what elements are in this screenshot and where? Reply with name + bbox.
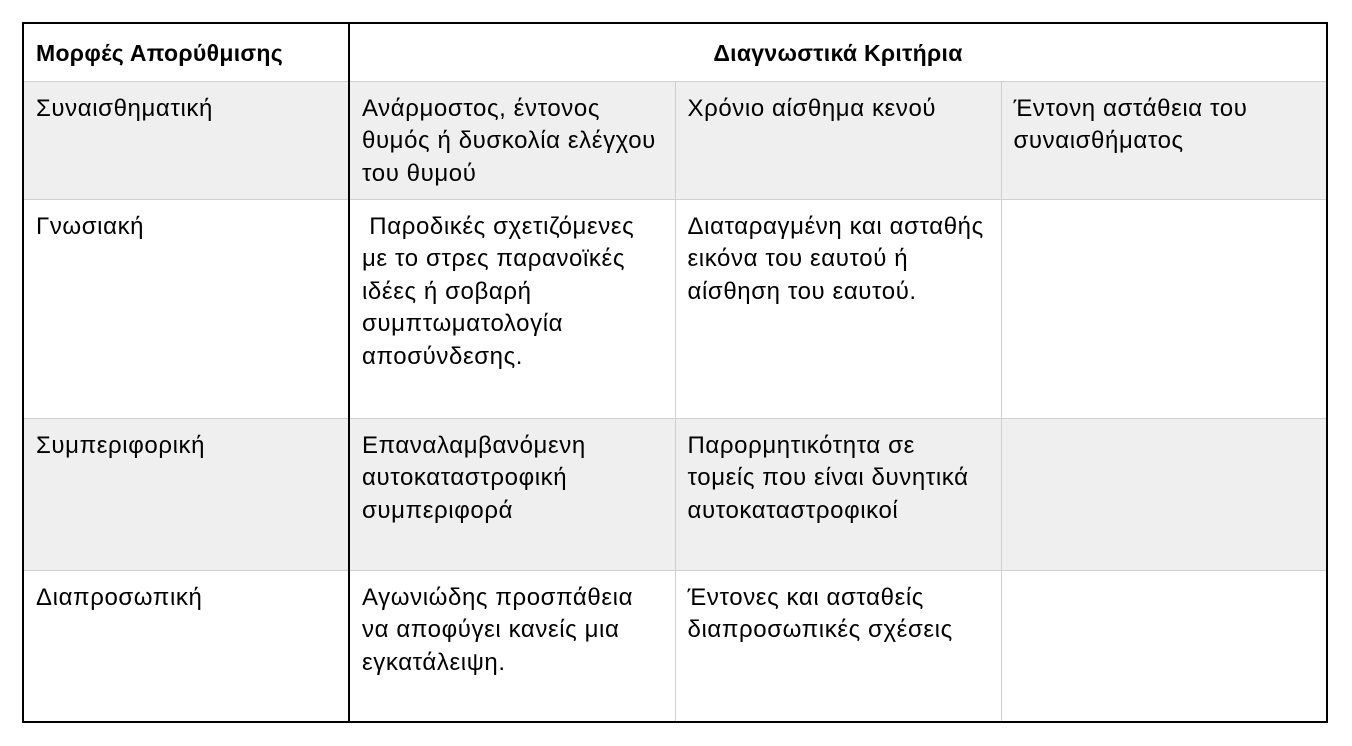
form-cell: Συμπεριφορική xyxy=(23,418,349,570)
form-cell: Συναισθηματική xyxy=(23,81,349,199)
table-row xyxy=(23,418,1327,570)
criterion-cell: Χρόνιο αίσθημα κενού xyxy=(675,81,1001,199)
header-diagnostic-criteria: Διαγνωστικά Κριτήρια xyxy=(349,23,1327,81)
form-cell: Γνωσιακή xyxy=(23,199,349,418)
criterion-cell: Επαναλαμβανόμενη αυτοκαταστροφική συμπεριφορά xyxy=(349,418,675,570)
form-cell: Διαπροσωπική xyxy=(23,570,349,722)
criterion-cell: Παρορμητικότητα σε τομείς που είναι δυνητικά αυτοκαταστροφικοί xyxy=(675,418,1001,570)
criterion-cell-empty xyxy=(1001,418,1327,570)
criterion-cell: Έντονη αστάθεια του συναισθήματος xyxy=(1001,81,1327,199)
criterion-cell: Παροδικές σχετιζόμενες με το στρες παρανοϊκές ιδέες ή σοβαρή συμπτωματολογία αποσύνδεσης. xyxy=(349,199,675,418)
table-row xyxy=(23,570,1327,722)
criterion-cell: Έντονες και ασταθείς διαπροσωπικές σχέσεις xyxy=(675,570,1001,722)
criterion-cell: Ανάρμοστος, έντονος θυμός ή δυσκολία ελέγχου του θυμού xyxy=(349,81,675,199)
table-row xyxy=(23,81,1327,199)
criterion-cell-empty xyxy=(1001,570,1327,722)
header-forms: Μορφές Απορύθμισης xyxy=(23,23,349,81)
criterion-cell: Αγωνιώδης προσπάθεια να αποφύγει κανείς μια εγκατάλειψη. xyxy=(349,570,675,722)
table-header-row xyxy=(23,23,1327,81)
criterion-cell-empty xyxy=(1001,199,1327,418)
table-row xyxy=(23,199,1327,418)
criterion-cell: Διαταραγμένη και ασταθής εικόνα του εαυτού ή αίσθηση του εαυτού. xyxy=(675,199,1001,418)
diagnostic-criteria-table xyxy=(22,22,1328,723)
